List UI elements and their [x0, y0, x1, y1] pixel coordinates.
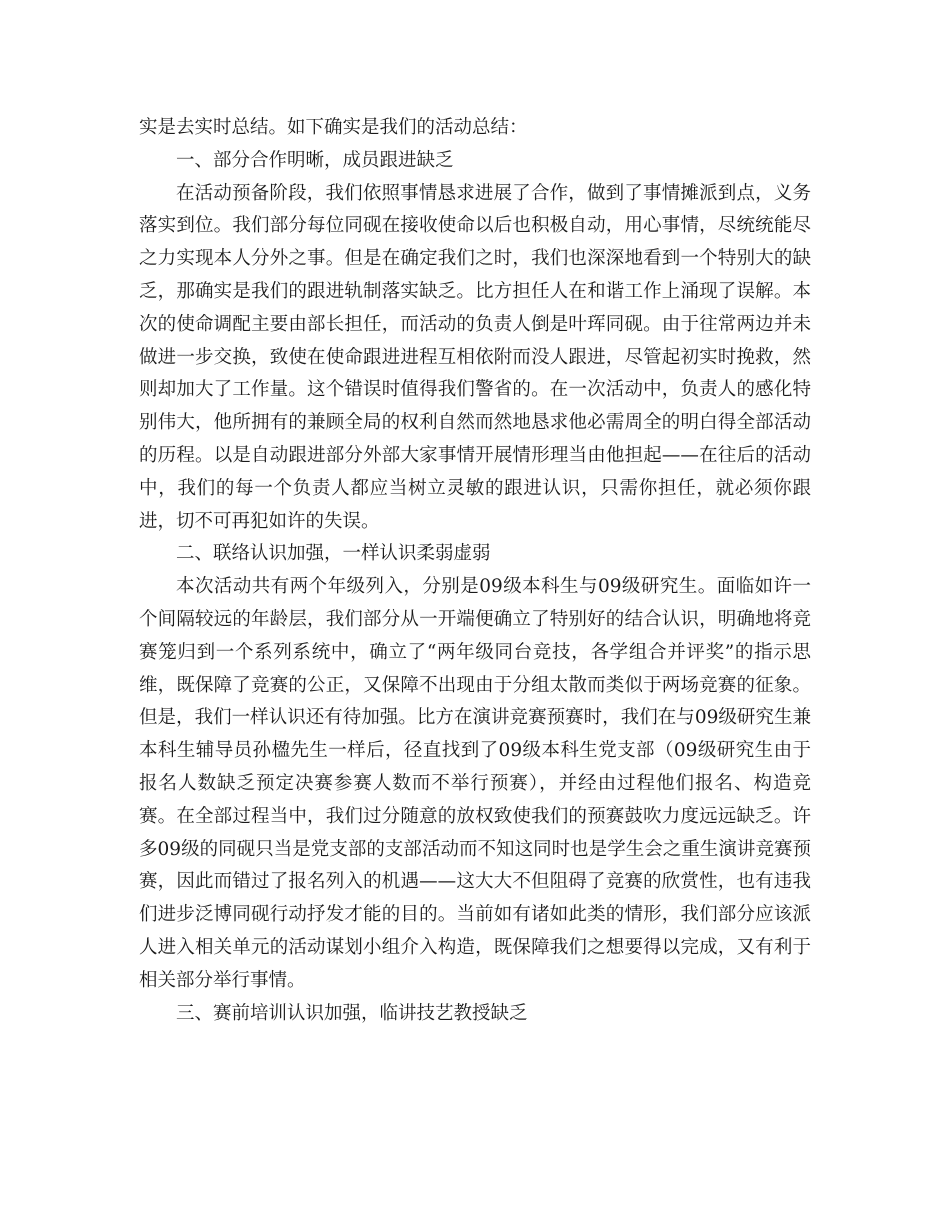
paragraph-section-1-body: 在活动预备阶段，我们依照事情恳求进展了合作，做到了事情摊派到点，义务落实到位。我们部分每位同砚在接收使命以后也积极自动，用心事情，尽统统能尽之力实现本人分外之事。但是在确定我们之时，我们也深深地看到一个特别大的缺乏，那确实是我们的跟进轨制落实缺乏。比方担任人在和谐工作上涌现了误解。本次的使命调配主要由部长担任，而活动的负责人倒是叶珲同砚。由于往常两边并未做进一步交换，致使在使命跟进进程互相依附而没人跟进，尽管起初实时挽救，然则却加大了工作量。这个错误时值得我们警省的。在一次活动中，负责人的感化特别伟大，他所拥有的兼顾全局的权利自然而然地恳求他必需周全的明白得全部活动的历程。以是自动跟进部分外部大家事情开展情形理当由他担起——在往后的活动中，我们的每一个负责人都应当树立灵敏的跟进认识，只需你担任，就必须你跟进，切不可再犯如许的失误。 — [139, 182, 811, 532]
paragraph-section-2-body: 本次活动共有两个年级列入，分别是09级本科生与09级研究生。面临如许一个间隔较远的年龄层，我们部分从一开端便确立了特别好的结合认识，明确地将竞赛笼归到一个系列系统中，确立了“两年级同台竞技，各学组合并评奖”的指示思维，既保障了竞赛的公正，又保障不出现由于分组太散而类似于两场竞赛的征象。但是，我们一样认识还有待加强。比方在演讲竞赛预赛时，我们在与09级研究生兼本科生辅导员孙楹先生一样后，径直找到了09级本科生党支部（09级研究生由于报名人数缺乏预定决赛参赛人数而不举行预赛），并经由过程他们报名、构造竞赛。在全部过程当中，我们过分随意的放权致使我们的预赛鼓吹力度远远缺乏。许多09级的同砚只当是党支部的支部活动而不知这同时也是学生会之重生演讲竞赛预赛，因此而错过了报名列入的机遇——这大大不但阻碍了竞赛的欣赏性，也有违我们进步泛博同砚行动抒发才能的目的。当前如有诸如此类的情形，我们部分应该派人进入相关单元的活动谋划小组介入构造，既保障我们之想要得以完成，又有利于相关部分举行事情。 — [139, 576, 811, 991]
section-heading-2: 二、联络认识加强，一样认识柔弱虚弱 — [176, 543, 491, 565]
section-heading-3: 三、赛前培训认识加强，临讲技艺教授缺乏 — [176, 1002, 528, 1024]
section-heading-1: 一、部分合作明晰，成员跟进缺乏 — [176, 149, 454, 171]
document-page — [139, 112, 811, 1030]
paragraph-intro-continuation: 实是去实时总结。如下确实是我们的活动总结： — [139, 117, 528, 138]
